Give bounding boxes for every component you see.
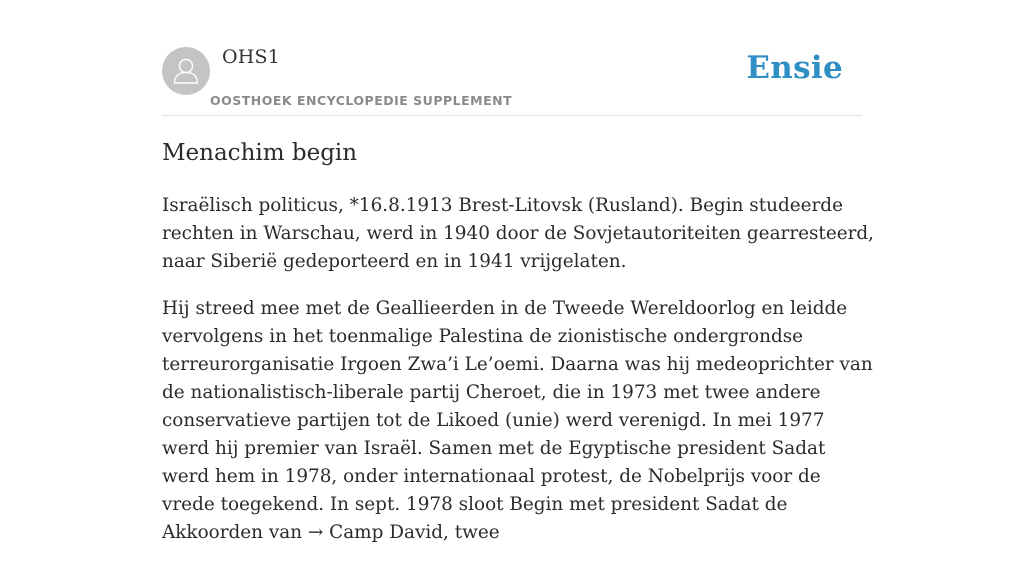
page-title: Menachim begin — [162, 140, 358, 166]
header — [162, 0, 862, 116]
avatar[interactable] — [162, 47, 210, 95]
source-name[interactable]: OOSTHOEK ENCYCLOPEDIE SUPPLEMENT — [210, 93, 513, 108]
author-code[interactable]: OHS1 — [222, 46, 281, 68]
article-paragraph: Israëlisch politicus, *16.8.1913 Brest-Litovsk (Rusland). Begin studeerde rechten in Warschau, werd in 1940 door de Sovjetautoriteiten gearresteerd, naar Siberië gedeporteerd en in 1941 vrijgelaten. — [162, 195, 874, 272]
brand-logo[interactable]: Ensie — [746, 50, 843, 86]
article-body — [162, 192, 874, 566]
article-paragraph: Hij streed mee met de Geallieerden in de Tweede Wereldoorlog en leidde vervolgens in het toenmalige Palestina de zionistische ondergrondse terreurorganisatie Irgoen Zwa’i Le’oemi. Daarna was hij medeoprichter van de nationalistisch-liberale partij Cheroet, die in 1973 met twee andere conservatieve partijen tot de Likoed (unie) werd verenigd. In mei 1977 werd hij premier van Israël. Samen met de Egyptische president Sadat werd hem in 1978, onder internationaal protest, de Nobelprijs voor de vrede toegekend. In sept. 1978 sloot Begin met president Sadat de Akkoorden van → Camp David, twee — [162, 298, 873, 543]
user-silhouette-icon — [162, 47, 210, 95]
